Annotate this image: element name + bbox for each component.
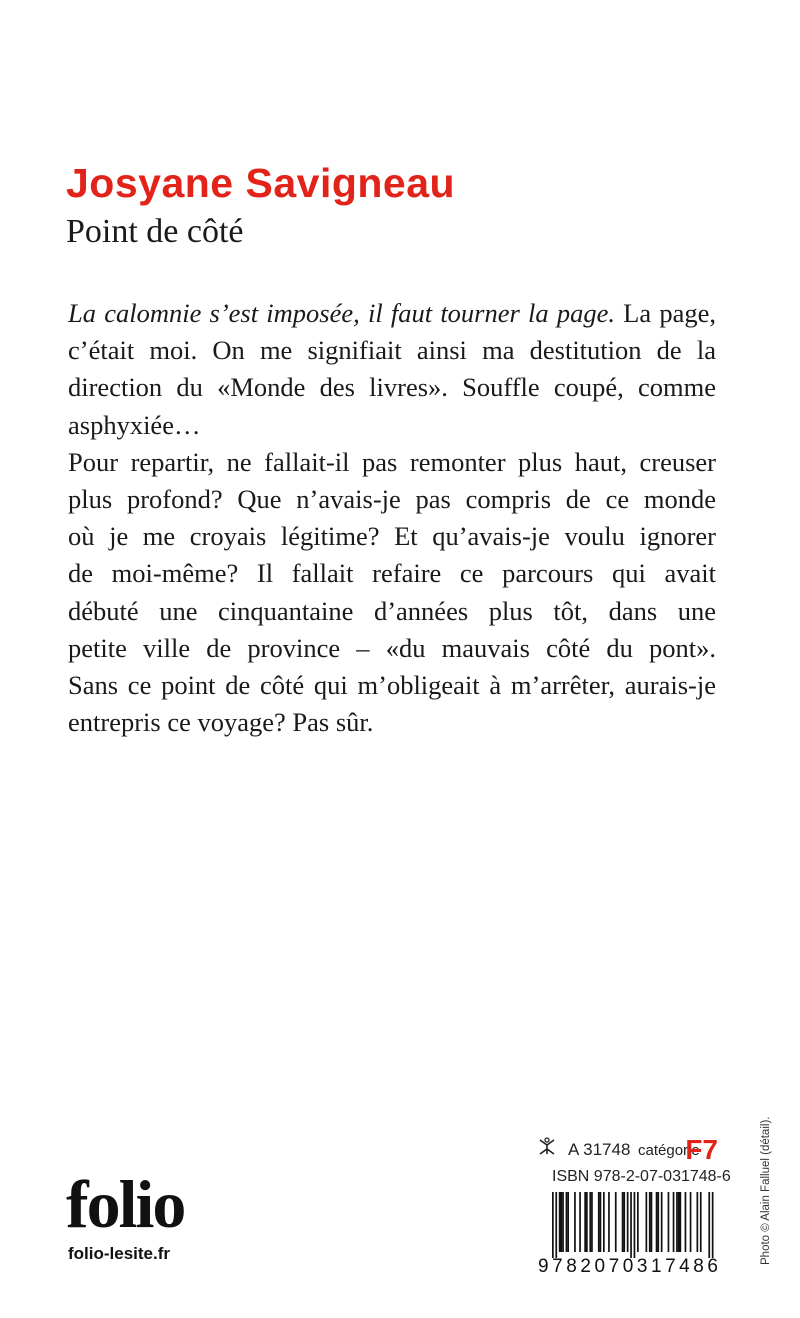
barcode-bar: [678, 1192, 680, 1252]
blurb-line: plus profond? Que n’avais-je pas compris de ce monde: [68, 484, 716, 515]
blurb-line: c’était moi. On me signifiait ainsi ma destitution de la: [68, 335, 716, 366]
blurb-line: [68, 295, 716, 332]
barcode-bar: [690, 1192, 692, 1252]
blurb-quote: La calomnie s’est imposée, il faut tourner la page.: [68, 298, 615, 328]
barcode-bar: [673, 1192, 675, 1252]
folio-logo: folio: [66, 1166, 185, 1242]
blurb-line: de moi-même? Il fallait refaire ce parcours qui avait: [68, 558, 716, 589]
barcode-bar: [615, 1192, 617, 1252]
barcode-bars: [552, 1192, 714, 1258]
photo-credit-wrap: [756, 1105, 776, 1265]
barcode-bar: [562, 1192, 564, 1252]
catalog-info: [538, 1135, 718, 1165]
barcode-bar: [589, 1192, 591, 1252]
barcode-bar: [700, 1192, 702, 1252]
barcode-bar: [651, 1192, 653, 1252]
catalog-reference: A 31748: [568, 1140, 631, 1159]
barcode-bar: [555, 1192, 557, 1258]
blurb-line: entrepris ce voyage? Pas sûr.: [68, 707, 374, 738]
barcode-bar: [559, 1192, 561, 1252]
barcode-bar: [712, 1192, 714, 1258]
barcode-bar: [657, 1192, 659, 1252]
barcode-bar: [586, 1192, 588, 1252]
book-title: Point de côté: [66, 213, 244, 250]
barcode-bar: [608, 1192, 610, 1252]
barcode-bar: [630, 1192, 632, 1258]
blurb-line: asphyxiée…: [68, 409, 201, 440]
folio-mark-icon: [538, 1137, 556, 1157]
blurb-line: où je me croyais légitime? Et qu’avais-je voulu ignorer: [68, 521, 716, 552]
barcode-bar: [603, 1192, 605, 1252]
barcode-bar: [661, 1192, 663, 1252]
publisher-website: folio-lesite.fr: [68, 1244, 171, 1263]
blurb-line: direction du «Monde des livres». Souffle coupé, comme: [68, 372, 716, 403]
barcode-bar: [567, 1192, 569, 1252]
barcode-bar: [627, 1192, 629, 1252]
barcode-bar: [634, 1192, 636, 1258]
barcode-bar: [685, 1192, 687, 1252]
barcode-bar: [579, 1192, 581, 1252]
author-name: Josyane Savigneau: [66, 160, 456, 206]
barcode-bar: [584, 1192, 586, 1252]
blurb-line: Sans ce point de côté qui m’obligeait à m’arrêter, aurais-je: [68, 670, 716, 701]
photo-credit: Photo © Alain Falluel (détail).: [760, 1116, 772, 1265]
barcode-bar: [637, 1192, 639, 1252]
barcode-digits: 9782070317486: [538, 1256, 718, 1274]
barcode-bar: [708, 1192, 710, 1258]
barcode-bar: [552, 1192, 554, 1258]
barcode-bar: [574, 1192, 576, 1252]
barcode-bar: [656, 1192, 658, 1252]
category-code: F7: [685, 1134, 718, 1165]
barcode-bar: [566, 1192, 568, 1252]
barcode-bar: [697, 1192, 699, 1252]
isbn-number: ISBN 978-2-07-031748-6: [552, 1168, 731, 1185]
back-cover-blurb: [68, 295, 716, 741]
blurb-line: Pour repartir, ne fallait-il pas remonter plus haut, creuser: [68, 446, 716, 477]
blurb-line: débuté une cinquantaine d’années plus tôt, dans une: [68, 595, 716, 626]
blurb-line-rest: La page,: [614, 298, 716, 328]
barcode-bar: [591, 1192, 593, 1252]
barcode-bar: [676, 1192, 678, 1252]
barcode-bar: [680, 1192, 682, 1252]
category-label: catégorie: [638, 1142, 700, 1159]
barcode-bar: [622, 1192, 624, 1252]
barcode-bar: [561, 1192, 563, 1252]
barcode-bar: [598, 1192, 600, 1252]
barcode-bar: [623, 1192, 625, 1252]
barcode-bar: [646, 1192, 648, 1252]
barcode-bar: [649, 1192, 651, 1252]
barcode-bar: [600, 1192, 602, 1252]
barcode-bar: [668, 1192, 670, 1252]
blurb-line: petite ville de province – «du mauvais côté du pont».: [68, 632, 716, 663]
barcode: [536, 1192, 721, 1274]
